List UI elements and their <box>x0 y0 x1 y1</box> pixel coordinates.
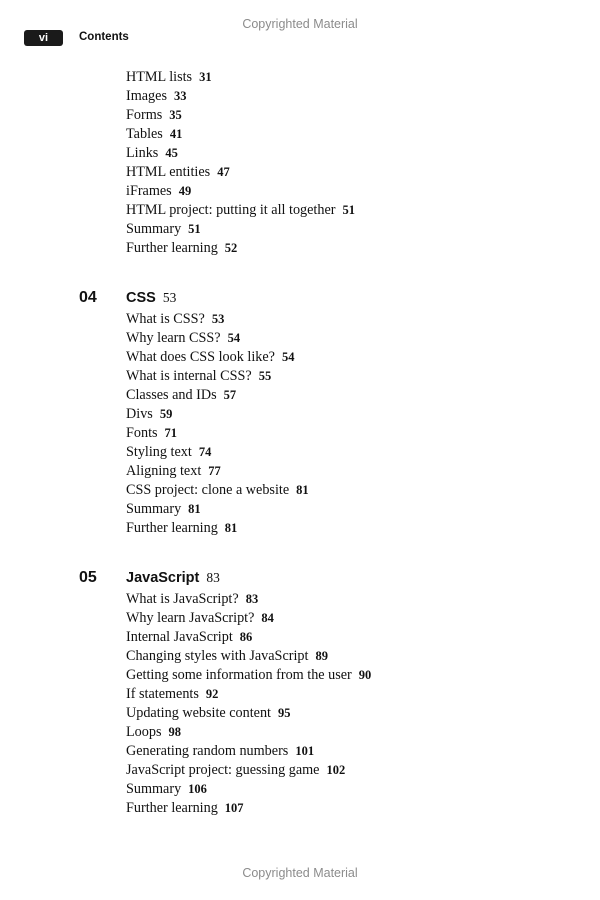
toc-entry-page: 51 <box>342 203 355 217</box>
toc-entry-title: Generating random numbers <box>126 743 289 759</box>
continued-entry-list <box>0 68 600 258</box>
toc-entry <box>126 685 600 704</box>
toc-entry-title: Images <box>126 88 167 104</box>
toc-entry-title: Fonts <box>126 425 158 441</box>
toc-entry-title: Internal JavaScript <box>126 629 233 645</box>
toc-entry <box>126 310 600 329</box>
toc-entry-page: 35 <box>169 108 182 122</box>
toc-entry <box>126 220 600 239</box>
toc-entry-page: 107 <box>224 801 244 815</box>
toc-entry-page: 54 <box>227 331 241 345</box>
toc-entry <box>126 799 600 818</box>
toc-entry-title: Classes and IDs <box>126 387 217 403</box>
toc-entry <box>126 481 600 500</box>
toc-entry-page: 81 <box>296 483 309 497</box>
toc-entry-title: Why learn JavaScript? <box>126 610 255 626</box>
toc-entry-page: 106 <box>188 782 207 796</box>
toc-entry <box>126 201 600 220</box>
toc-entry <box>126 500 600 519</box>
toc-entry-page: 31 <box>199 70 212 84</box>
toc-entry-page: 86 <box>239 630 253 644</box>
toc-entry-page: 57 <box>223 388 237 402</box>
toc-entry <box>126 106 600 125</box>
copyright-watermark-bottom: Copyrighted Material <box>242 866 358 880</box>
chapter-page: 83 <box>206 570 220 585</box>
toc-entry-title: JavaScript project: guessing game <box>126 762 320 778</box>
toc-entry <box>126 519 600 538</box>
toc-entry-title: iFrames <box>126 183 172 199</box>
toc-entry-title: Further learning <box>126 520 218 536</box>
toc-entry-title: Tables <box>126 126 163 142</box>
toc-entry-page: 89 <box>315 649 328 663</box>
toc-entry-title: HTML lists <box>126 69 193 85</box>
toc-entry-title: What does CSS look like? <box>126 349 275 365</box>
toc-entry <box>126 443 600 462</box>
toc-entry-page: 52 <box>224 241 238 255</box>
chapter-page: 53 <box>162 290 177 305</box>
chapter-section <box>0 286 600 538</box>
toc-entry-page: 54 <box>281 350 295 364</box>
toc-entry-title: Links <box>126 145 159 161</box>
chapter-section <box>0 566 600 818</box>
toc-entry-title: Aligning text <box>126 463 202 479</box>
toc-entry-title: CSS project: clone a website <box>126 482 290 498</box>
toc-entry-title: Getting some information from the user <box>126 667 352 683</box>
toc-entry-title: Updating website content <box>126 705 271 721</box>
toc-entry <box>126 348 600 367</box>
toc-entry <box>126 780 600 799</box>
toc-entry-page: 53 <box>211 312 225 326</box>
toc-entry-page: 95 <box>278 706 291 720</box>
toc-entry-page: 84 <box>261 611 274 625</box>
toc-entry <box>126 424 600 443</box>
toc-entry-page: 49 <box>178 184 192 198</box>
copyright-watermark-top: Copyrighted Material <box>242 17 358 31</box>
toc-entry-title: Summary <box>126 501 182 517</box>
toc-entry <box>126 68 600 87</box>
toc-entry-title: What is CSS? <box>126 311 205 327</box>
toc-entry-page: 83 <box>245 592 259 606</box>
toc-entry-title: Why learn CSS? <box>126 330 221 346</box>
toc-entry <box>126 628 600 647</box>
chapter-title-line <box>126 286 176 310</box>
toc-entry <box>126 666 600 685</box>
toc-entry-page: 98 <box>168 725 181 739</box>
chapter-title-line <box>126 566 220 590</box>
toc-entry-page: 33 <box>173 89 187 103</box>
toc-entry-page: 92 <box>205 687 219 701</box>
toc-entry-title: Further learning <box>126 240 218 256</box>
toc-entry-page: 45 <box>165 146 178 160</box>
toc-entry-page: 51 <box>188 222 201 236</box>
chapter-entry-list <box>0 590 600 818</box>
toc-entry <box>126 462 600 481</box>
toc-entry <box>126 163 600 182</box>
toc-entry-title: Loops <box>126 724 162 740</box>
chapter-title: CSS <box>126 290 156 306</box>
chapter-heading <box>0 566 600 590</box>
toc-entry-page: 74 <box>198 445 212 459</box>
toc-entry-title: Summary <box>126 221 182 237</box>
toc-entry <box>126 723 600 742</box>
toc-entry-title: Changing styles with JavaScript <box>126 648 309 664</box>
toc-entry-title: Styling text <box>126 444 192 460</box>
toc-entry-title: Further learning <box>126 800 218 816</box>
toc-entry-page: 90 <box>358 668 372 682</box>
toc-entry <box>126 367 600 386</box>
toc-entry <box>126 87 600 106</box>
table-of-contents <box>0 68 600 818</box>
toc-entry <box>126 704 600 723</box>
toc-entry-title: HTML project: putting it all together <box>126 202 336 218</box>
toc-entry <box>126 239 600 258</box>
toc-entry-page: 101 <box>295 744 315 758</box>
toc-entry-page: 102 <box>326 763 346 777</box>
toc-entry-title: Forms <box>126 107 163 123</box>
page-number-badge: vi <box>24 30 63 46</box>
chapter-number: 04 <box>79 289 97 306</box>
toc-entry-title: HTML entities <box>126 164 211 180</box>
toc-entry <box>126 144 600 163</box>
running-head: Contents <box>79 31 129 43</box>
toc-entry-page: 41 <box>169 127 183 141</box>
chapter-heading <box>0 286 600 310</box>
toc-entry-title: What is JavaScript? <box>126 591 239 607</box>
chapter-title: JavaScript <box>126 570 200 586</box>
toc-entry <box>126 609 600 628</box>
toc-entry-page: 71 <box>164 426 178 440</box>
toc-entry-title: What is internal CSS? <box>126 368 252 384</box>
toc-entry-page: 47 <box>217 165 230 179</box>
toc-entry <box>126 742 600 761</box>
toc-entry <box>126 405 600 424</box>
toc-entry-title: Divs <box>126 406 153 422</box>
toc-entry-page: 59 <box>159 407 173 421</box>
chapter-number: 05 <box>79 569 97 586</box>
toc-entry <box>126 125 600 144</box>
toc-entry <box>126 590 600 609</box>
toc-entry-title: If statements <box>126 686 199 702</box>
toc-entry-title: Summary <box>126 781 182 797</box>
toc-entry <box>126 182 600 201</box>
toc-entry <box>126 761 600 780</box>
toc-entry <box>126 647 600 666</box>
toc-entry <box>126 329 600 348</box>
toc-entry-page: 77 <box>208 464 221 478</box>
toc-entry-page: 81 <box>224 521 238 535</box>
toc-entry-page: 55 <box>258 369 272 383</box>
chapter-entry-list <box>0 310 600 538</box>
toc-entry <box>126 386 600 405</box>
toc-entry-page: 81 <box>188 502 201 516</box>
chapter-list <box>0 286 600 818</box>
